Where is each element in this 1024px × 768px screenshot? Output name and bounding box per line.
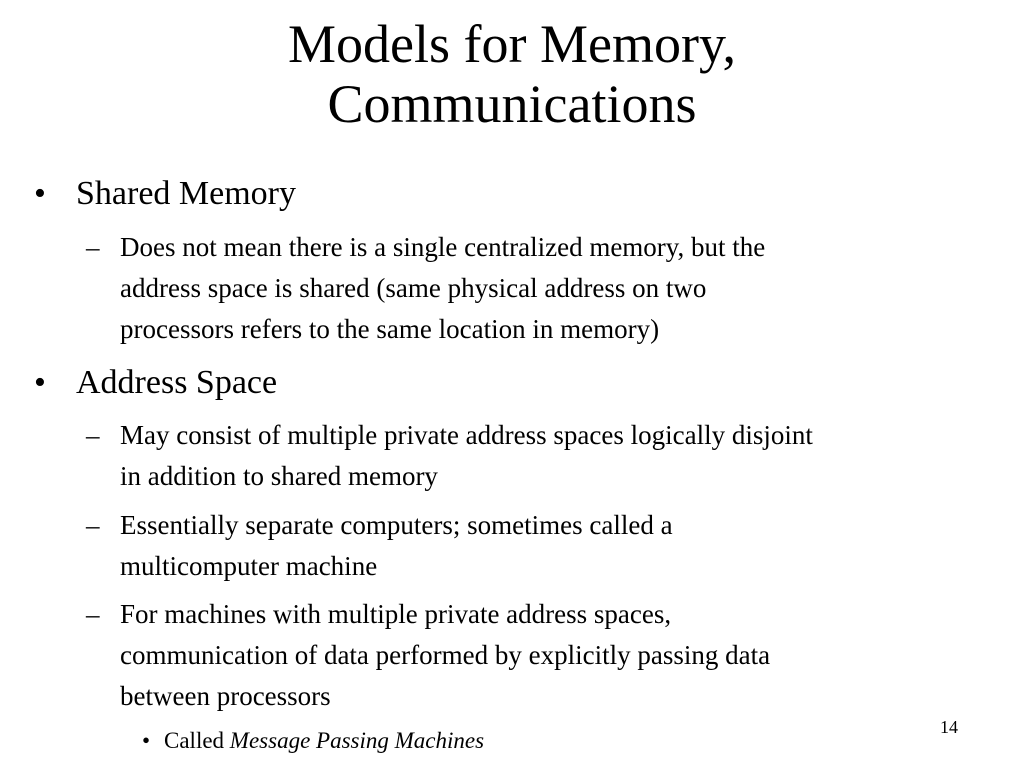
- dash-marker: –: [86, 510, 100, 540]
- bullet-text: Shared Memory: [76, 175, 297, 212]
- slide-title-line-1: Models for Memory,: [288, 14, 736, 74]
- subbullet-line: For machines with multiple private address spaces,: [120, 599, 672, 629]
- dash-marker: –: [86, 420, 100, 450]
- subbullet-line: Does not mean there is a single centralized memory, but the: [120, 232, 766, 262]
- slide-title-line-2: Communications: [327, 74, 697, 134]
- bullet-marker: •: [34, 175, 46, 212]
- dash-marker: –: [86, 599, 100, 629]
- subsubbullet-text: [164, 726, 484, 756]
- message-passing-machines-term: Message Passing Machines: [229, 728, 485, 753]
- subbullet-line: Essentially separate computers; sometimes called a: [120, 510, 673, 540]
- subbullet-line: communication of data performed by explicitly passing data: [120, 640, 771, 670]
- subbullet-line: in addition to shared memory: [120, 461, 438, 491]
- subbullet-line: address space is shared (same physical address on two: [120, 273, 707, 303]
- subbullet-line: processors refers to the same location in memory): [120, 314, 660, 344]
- subbullet-text: [120, 505, 1010, 587]
- called-prefix: Called: [164, 728, 225, 753]
- subbullet-line: between processors: [120, 681, 331, 711]
- subbullet-text: [120, 594, 1010, 717]
- dash-marker: –: [86, 232, 100, 262]
- slide-title: [0, 14, 1024, 134]
- bullet-text: Address Space: [76, 364, 278, 401]
- bullet-marker: •: [34, 364, 46, 401]
- page-number: 14: [940, 717, 958, 737]
- bullet-marker: •: [142, 728, 151, 753]
- subbullet-text: [120, 415, 1010, 497]
- subbullet-line: May consist of multiple private address spaces logically disjoint: [120, 420, 813, 450]
- subbullet-text: [120, 227, 1010, 350]
- subbullet-line: multicomputer machine: [120, 551, 378, 581]
